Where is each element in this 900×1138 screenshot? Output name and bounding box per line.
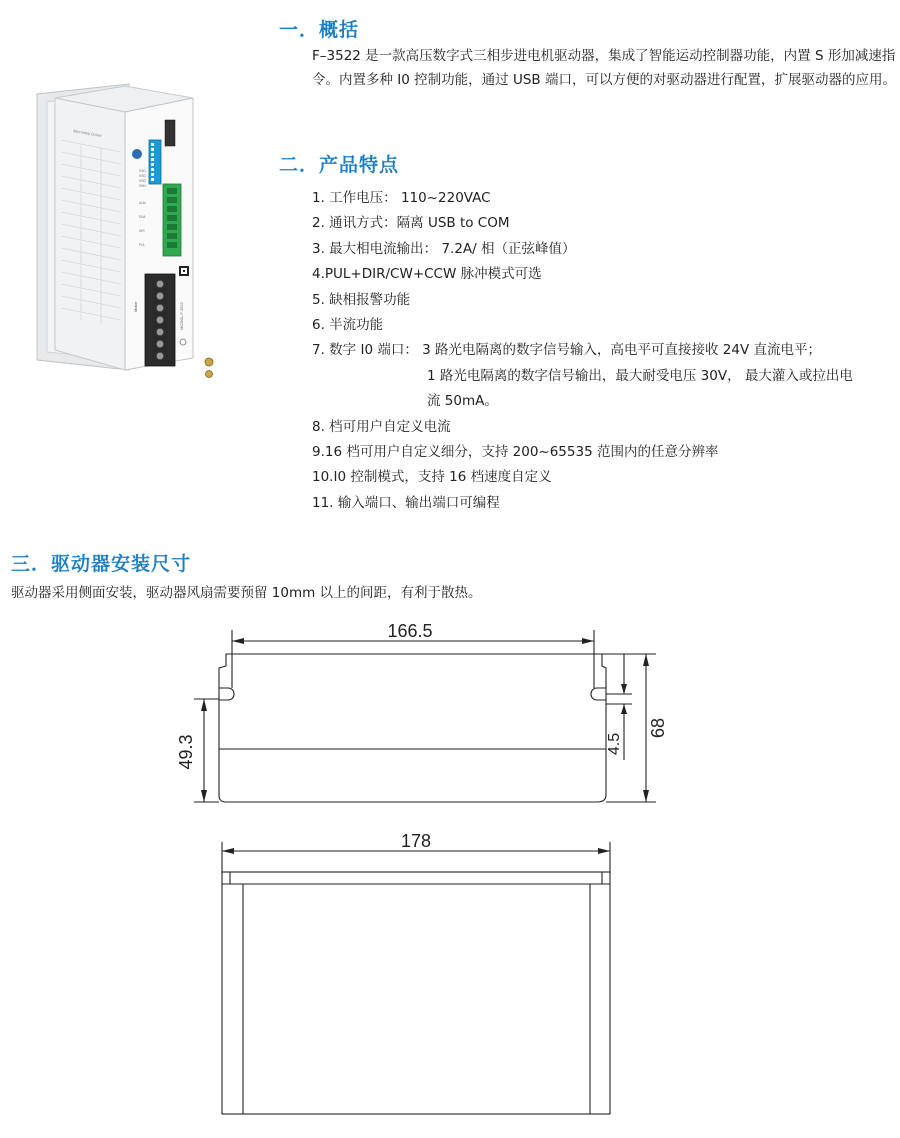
svg-text:SW2: SW2	[139, 174, 146, 178]
width-label: 166.5	[387, 621, 433, 641]
feature-item: 2. 通讯方式：隔离 USB to COM	[312, 215, 510, 232]
mount-slot-right	[591, 688, 606, 700]
svg-text:SW1: SW1	[139, 169, 146, 173]
feature-item-continued: 1 路光电隔离的数字信号输出，最大耐受电压 30V， 最大灌入或拉出电	[427, 367, 853, 384]
feature-item: 5. 缺相报警功能	[312, 291, 411, 308]
features-list	[312, 186, 853, 516]
feature-item: 6. 半流功能	[312, 317, 384, 334]
feature-item-continued: 流 50mA。	[427, 393, 498, 410]
width-label: 178	[400, 831, 432, 851]
svg-text:DIR: DIR	[139, 229, 145, 233]
feature-item: 4.PUL+DIR/CW+CCW 脉冲模式可选	[312, 266, 542, 283]
svg-text:PUL: PUL	[139, 243, 146, 247]
driver-outline	[219, 654, 606, 802]
feature-item: 8. 档可用户自定义电流	[312, 418, 451, 435]
driver-product-photo	[33, 80, 245, 380]
driver-side-outline	[222, 872, 610, 1114]
mount-screw-icon	[205, 358, 213, 366]
usb-connector[interactable]	[165, 120, 175, 146]
section-title-overview: 一．概括	[279, 19, 360, 41]
svg-text:ENA: ENA	[139, 215, 146, 219]
section-title-features: 二．产品特点	[279, 154, 400, 176]
svg-text:SW3: SW3	[139, 179, 146, 183]
feature-item: 3. 最大相电流输出： 7.2A/ 相（正弦峰值）	[312, 240, 576, 257]
brand-logo	[132, 149, 142, 159]
dip-switch[interactable]	[149, 140, 161, 184]
model-text: MODEL:F-3522	[179, 301, 184, 330]
front-view-drawing	[0, 610, 900, 820]
side-header-text: Microstep Driver	[72, 128, 103, 139]
dimensions-paragraph: 驱动器采用侧面安装，驱动器风扇需要预留 10mm 以上的间距，有利于散热。	[11, 585, 482, 601]
mount-height-label: 49.3	[176, 734, 196, 770]
section-title-dimensions: 三．驱动器安装尺寸	[11, 553, 192, 575]
feature-item: 9.16 档可用户自定义细分，支持 200~65535 范围内的任意分辨率	[312, 444, 719, 461]
feature-item: 10.I0 控制模式，支持 16 档速度自定义	[312, 469, 552, 486]
feature-item: 11. 输入端口、输出端口可编程	[312, 494, 500, 511]
overview-paragraph: F–3522 是一款高压数字式三相步进电机驱动器，集成了智能运动控制器功能，内置 S 形加减速指令。内置多种 I0 控制功能，通过 USB 端口，可以方便的对驱动器进行配置，扩展驱动器的应用。	[312, 48, 896, 88]
height-label: 68	[648, 717, 668, 739]
svg-text:SW4: SW4	[139, 184, 146, 188]
side-label-panel	[55, 98, 125, 370]
feature-item: 7. 数字 I0 端口： 3 路光电隔离的数字信号输入，高电平可直接接收 24V 直流电平；	[312, 342, 821, 359]
slot-label: 4.5	[606, 732, 623, 756]
mount-slot-left	[219, 688, 234, 700]
svg-text:ALM: ALM	[139, 201, 146, 205]
side-view-drawing	[0, 826, 900, 1126]
feature-item: 1. 工作电压： 110~220VAC	[312, 190, 491, 206]
mount-screw-icon	[206, 371, 213, 378]
motor-label: Motor	[133, 301, 138, 312]
